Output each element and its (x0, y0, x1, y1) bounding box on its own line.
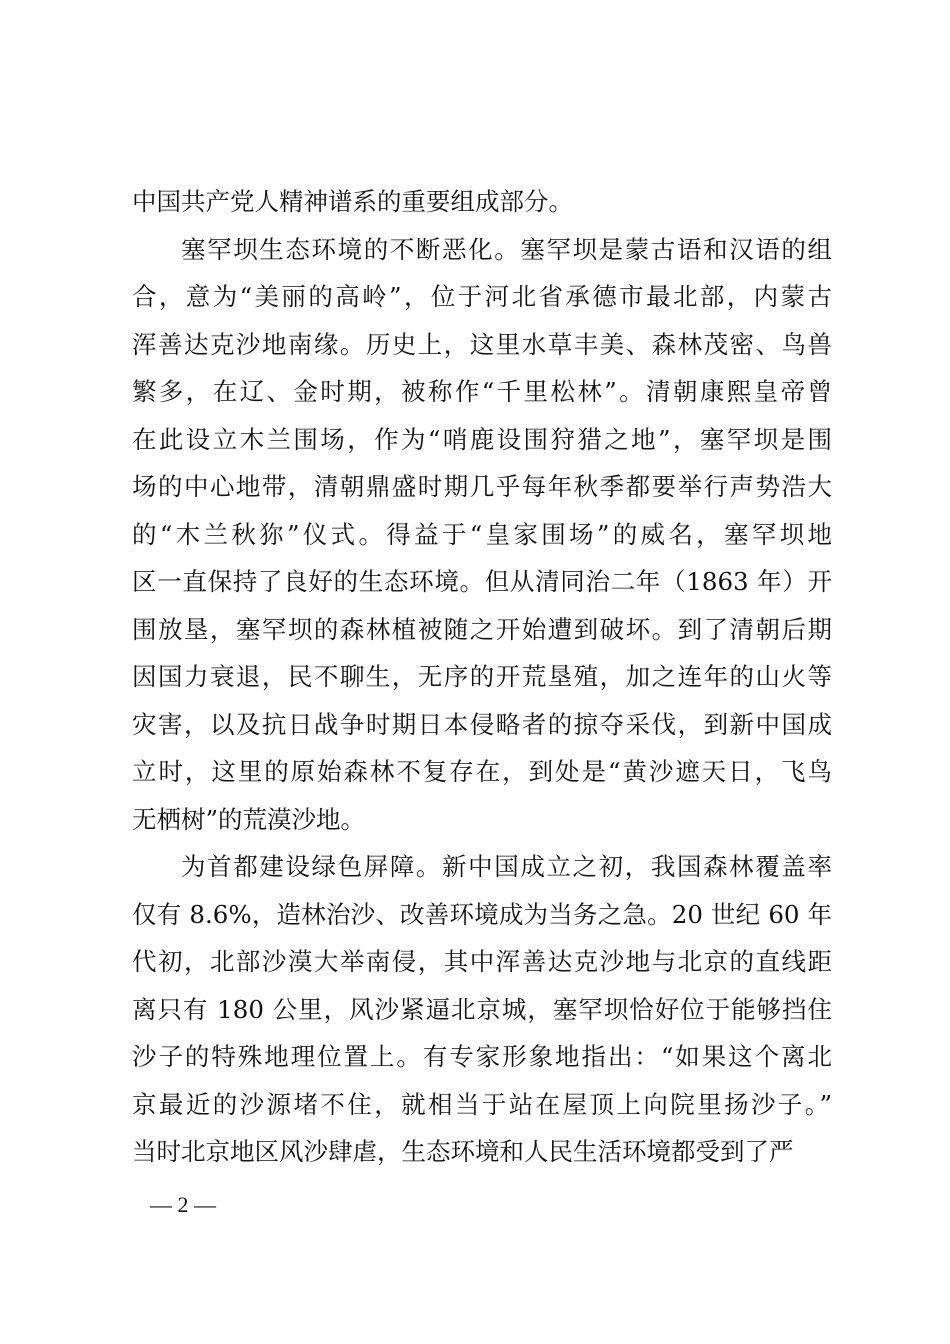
text-line: 繁多，在辽、金时期，被称作“千里松林”。清朝康熙皇帝曾 (132, 377, 832, 406)
text-line: 浑善达克沙地南缘。历史上，这里水草丰美、森林茂密、鸟兽 (132, 329, 832, 359)
text-line: 的“木兰秋狝”仪式。得益于“皇家围场”的威名，塞罕坝地 (132, 519, 832, 549)
text-line: 当时北京地区风沙肆虐，生态环境和人民生活环境都受到了严 (132, 1137, 794, 1166)
text-line: 合，意为“美丽的高岭”，位于河北省承德市最北部，内蒙古 (132, 282, 832, 311)
text-line: 塞罕坝生态环境的不断恶化。塞罕坝是蒙古语和汉语的组 (181, 234, 832, 264)
text-line: 场的中心地带，清朝鼎盛时期几乎每年秋季都要举行声势浩大 (132, 472, 832, 501)
paragraph (132, 843, 832, 1176)
text-line: 代初，北部沙漠大举南侵，其中浑善达克沙地与北京的直线距 (132, 947, 832, 976)
text-line: 围放垦，塞罕坝的森林植被随之开始遭到破坏。到了清朝后期 (132, 614, 832, 644)
text-line: 京最近的沙源堵不住，就相当于站在屋顶上向院里扬沙子。” (132, 1089, 832, 1119)
page-number: — 2 — (150, 1192, 216, 1217)
text-line: 仅有 8.6%，造林治沙、改善环境成为当务之急。20 世纪 60 年 (132, 899, 832, 929)
text-line: 因国力衰退，民不聊生，无序的开荒垦殖，加之连年的山火等 (132, 662, 832, 691)
paragraph (132, 178, 832, 226)
paragraph (132, 226, 832, 844)
text-line: 离只有 180 公里，风沙紧逼北京城，塞罕坝恰好位于能够挡住 (132, 994, 832, 1024)
text-line: 沙子的特殊地理位置上。有专家形象地指出：“如果这个离北 (132, 1042, 832, 1071)
text-line: 在此设立木兰围场，作为“哨鹿设围狩猎之地”，塞罕坝是围 (132, 424, 832, 454)
text-line: 中国共产党人精神谱系的重要组成部分。 (132, 187, 573, 216)
text-line: 无栖树”的荒漠沙地。 (132, 804, 366, 834)
body-text (132, 178, 832, 1176)
text-line: 灾害，以及抗日战争时期日本侵略者的掠夺采伐，到新中国成 (132, 709, 832, 739)
text-line: 立时，这里的原始森林不复存在，到处是“黄沙遮天日，飞鸟 (132, 757, 832, 786)
text-line: 为首都建设绿色屏障。新中国成立之初，我国森林覆盖率 (181, 852, 832, 881)
text-line: 区一直保持了良好的生态环境。但从清同治二年（1863 年）开 (132, 567, 832, 596)
